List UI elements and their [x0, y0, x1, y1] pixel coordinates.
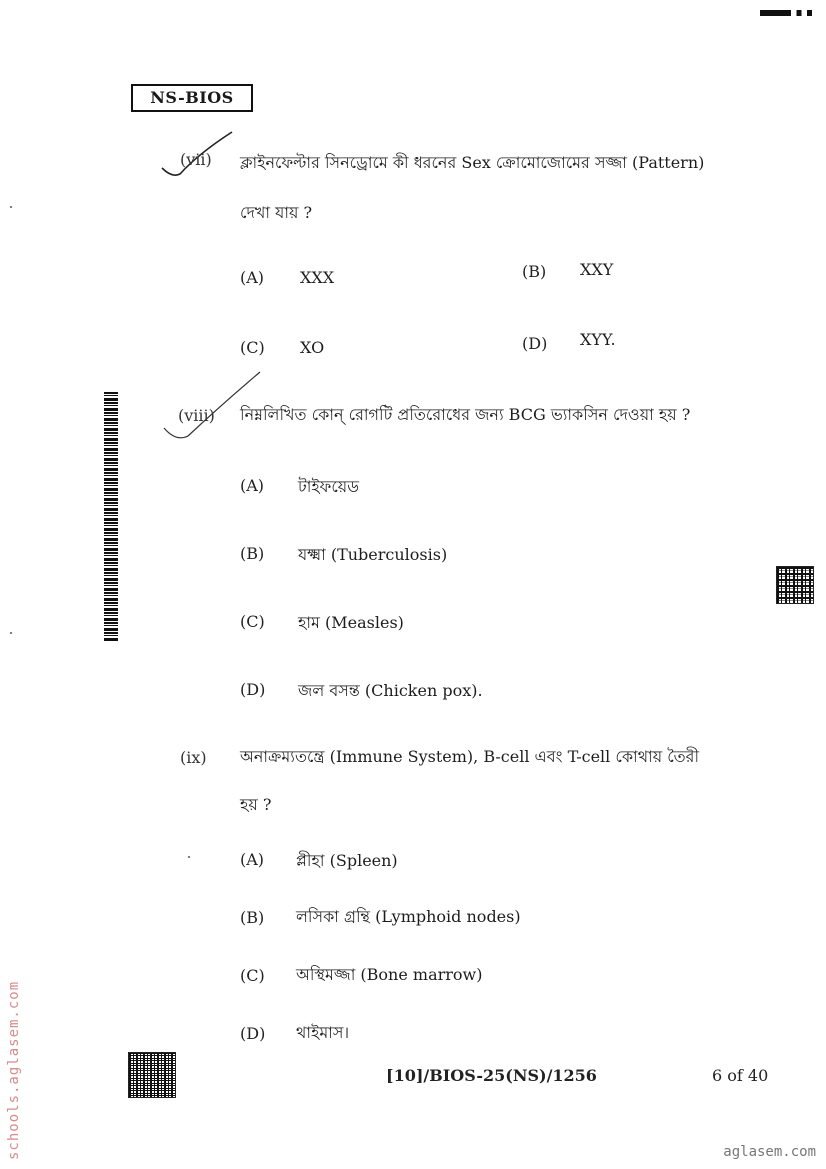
qr-code-icon: [776, 566, 814, 604]
option-letter: (A): [240, 476, 265, 495]
option-letter: (D): [240, 680, 266, 699]
paper-code-box: NS-BIOS: [131, 84, 253, 112]
bottom-watermark: aglasem.com: [723, 1144, 816, 1160]
option-letter: (A): [240, 850, 265, 869]
scan-mark: [760, 10, 812, 16]
qr-code-icon: [128, 1052, 176, 1098]
scan-speck: [10, 632, 12, 634]
scan-speck: [188, 856, 190, 858]
option-letter: (B): [240, 908, 265, 927]
option-text: XXX: [300, 268, 335, 287]
option-letter: (C): [240, 338, 265, 357]
option-letter: (B): [240, 544, 265, 563]
barcode-icon: [104, 392, 118, 642]
footer-paper-code: [10]/BIOS-25(NS)/1256: [386, 1066, 597, 1085]
option-text: হাম (Measles): [298, 613, 404, 632]
question-text: ক্লাইনফেল্টার সিনড্রোমে কী ধরনের Sex ক্রোমোজোমের সজ্জা (Pattern): [240, 153, 705, 172]
option-text: যক্ষ্মা (Tuberculosis): [298, 545, 448, 564]
page-number: 6 of 40: [712, 1066, 769, 1085]
option-text: প্লীহা (Spleen): [296, 851, 398, 870]
option-letter: (A): [240, 268, 265, 287]
question-text: দেখা যায় ?: [240, 203, 313, 222]
question-number: (ix): [180, 748, 207, 767]
scan-speck: [10, 206, 12, 208]
option-text: লসিকা গ্রন্থি (Lymphoid nodes): [296, 907, 521, 926]
option-text: অস্থিমজ্জা (Bone marrow): [296, 965, 483, 984]
option-text: XYY.: [580, 330, 616, 349]
option-text: থাইমাস।: [296, 1023, 350, 1042]
option-letter: (D): [522, 334, 548, 353]
option-text: টাইফয়েড: [298, 477, 360, 496]
question-number: (viii): [178, 406, 215, 425]
question-number: (vii): [180, 150, 212, 169]
option-letter: (C): [240, 612, 265, 631]
option-text: XO: [300, 338, 325, 357]
question-text: নিম্নলিখিত কোন্ রোগটি প্রতিরোধের জন্য BCG ভ্যাকসিন দেওয়া হয় ?: [240, 405, 691, 424]
question-text: হয় ?: [240, 795, 272, 814]
option-letter: (C): [240, 966, 265, 985]
side-watermark: schools.aglasem.com: [6, 980, 22, 1160]
option-text: জল বসন্ত (Chicken pox).: [298, 681, 483, 700]
option-letter: (D): [240, 1024, 266, 1043]
question-text: অনাক্রম্যতন্ত্রে (Immune System), B-cell এবং T-cell কোথায় তৈরী: [240, 747, 700, 766]
option-letter: (B): [522, 262, 547, 281]
option-text: XXY: [580, 260, 614, 279]
